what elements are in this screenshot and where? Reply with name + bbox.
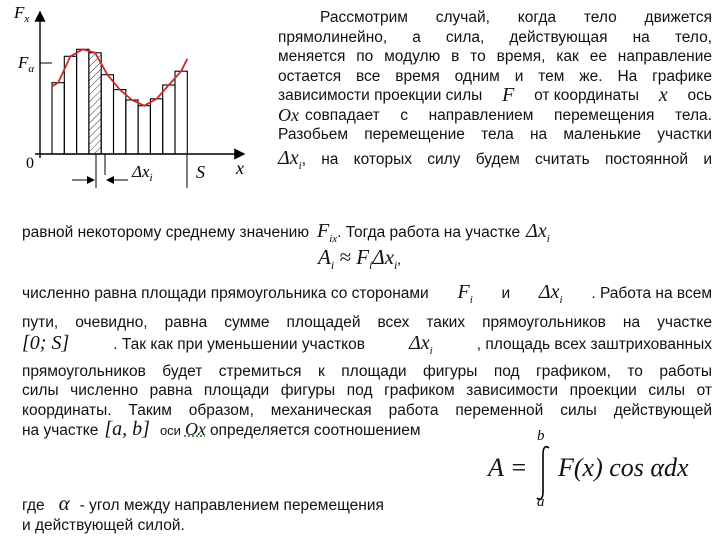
main-line-1: численно равна площади прямоугольника со сторонами $F_i$ и $\Delta x_i$ . Работа на всем [22, 281, 712, 306]
f-level-label: $F_\alpha$ [18, 53, 35, 75]
step-rectangle [77, 49, 89, 154]
main-line-5: силы численно равна площади фигуры под графиком зависимости проекции силы от [22, 382, 712, 399]
dx-label: $\Delta x_i$ [132, 162, 153, 184]
step-rectangle [150, 99, 162, 154]
step-rectangle [175, 71, 187, 154]
step-rectangle [114, 90, 126, 154]
alpha-definition [22, 491, 442, 535]
average-force-line: равной некоторому среднему значению $F_{ix}$ . Тогда работа на участке $\Delta x_i$ [22, 220, 550, 245]
intro-paragraph [278, 8, 712, 176]
step-rectangle [52, 83, 64, 154]
step-rectangles [52, 49, 187, 154]
intro-line-6: Ox совпадает с направлением перемещения тела. [278, 104, 712, 125]
intro-line-2: прямолинейно, а сила, действующая на тело, [278, 28, 712, 46]
step-rectangle [163, 85, 175, 154]
intro-line-8: $\Delta x_i$ , на которых силу будем считать постоянной и [278, 146, 712, 172]
intro-line-7: Разобьем перемещение тела на маленькие участки [278, 126, 712, 143]
main-paragraph [22, 283, 712, 441]
force-graph [0, 0, 275, 200]
alpha-line-2: и действующей силой. [22, 516, 185, 534]
alpha-line-1: где α - угол между направлением перемещения [22, 491, 384, 515]
integral-formula [488, 428, 718, 510]
integral-lower-limit: a [537, 494, 545, 510]
step-rectangle [101, 75, 113, 154]
intro-line-3: меняется по модулю в то время, как ее направление [278, 48, 712, 65]
y-axis-label: $F_x$ [14, 3, 30, 25]
intro-line-4: остается все время одним и тем же. На графике [278, 67, 712, 85]
integral-body: F(x) cos αdx [558, 453, 689, 482]
work-approx-formula: $A_i \approx F_i\Delta x_i$, [318, 245, 401, 273]
force-curve [52, 49, 187, 105]
integral-lhs: A = [488, 453, 528, 482]
origin-label: 0 [26, 155, 34, 172]
main-line-2: пути, очевидно, равна сумме площадей всех таких прямоугольников на участке [22, 313, 712, 331]
main-line-3: [0; S] . Так как при уменьшении участков $\Delta x_i$ , площадь всех заштрихованных [22, 332, 712, 357]
x-axis-label: x [236, 158, 244, 178]
s-label: S [196, 162, 205, 182]
main-line-7: на участке [a, b] оси Ox определяется соотношением [22, 418, 421, 440]
integral-upper-limit: b [537, 428, 545, 444]
intro-line-1: Рассмотрим случай, когда тело движется [320, 9, 712, 26]
intro-line-5: зависимости проекции силы F от координаты x ось [278, 84, 712, 106]
step-rectangle [64, 56, 76, 154]
main-line-4: прямоугольников будет стремиться к площади фигуры под графиком, то работы [22, 362, 712, 380]
hatched-rectangle [89, 53, 101, 154]
step-rectangle [126, 100, 138, 154]
step-rectangle [138, 106, 150, 154]
main-line-6: координаты. Таким образом, механическая работа переменной силы действующей [22, 401, 712, 419]
